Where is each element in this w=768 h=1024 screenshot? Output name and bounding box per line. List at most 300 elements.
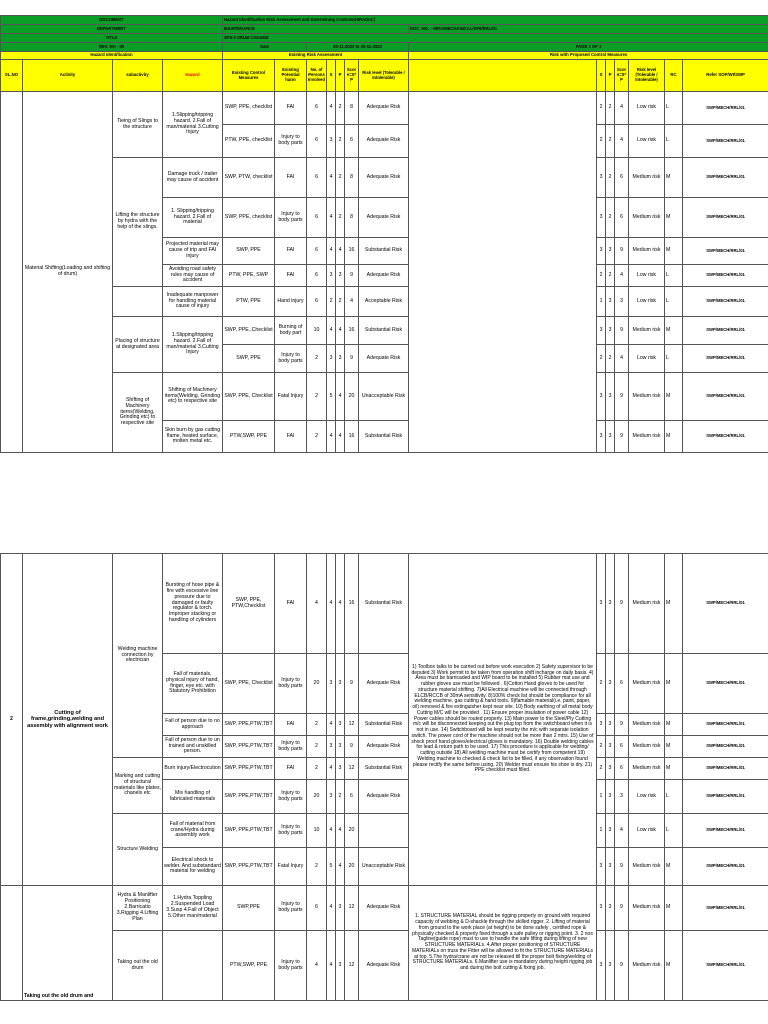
refer-cell: SWP/MECH/RRL/01: [683, 814, 768, 848]
control-cell: SWP, PPE,PTW,TBT: [223, 814, 275, 848]
p-cell: 3: [336, 886, 345, 931]
header-row-sections: [1, 52, 768, 60]
harm-cell: Injury to body parts: [275, 198, 307, 238]
persons-cell: 2: [307, 758, 327, 780]
subactivity-cell: Taking out the old drum: [113, 931, 163, 1001]
harm-cell: Injury to body parts: [275, 654, 307, 714]
risk-level-cell: Adequate Risk: [359, 125, 409, 158]
p2-cell: 3: [606, 287, 615, 317]
score2-cell: 9: [615, 848, 629, 886]
harm-cell: FAI: [275, 92, 307, 125]
score-cell: 8: [345, 92, 359, 125]
p2-cell: 3: [606, 848, 615, 886]
p-cell: 3: [336, 931, 345, 1001]
p2-cell: 3: [606, 886, 615, 931]
rc-cell: M: [665, 736, 683, 758]
proposed-measures-cell: 1. STRUCTURE MATERIAL should be rigging properly on ground with required capacity of webbing & D-shackle through the skilled rigger. 2. Lifting of material from ground to the work place (at height) to be done safely , certified rope & physically checked & properly fixed through a safe pulley or rigging point. 3. 2 nos Tagline(guide rope) must to use to handle the safe lifting during lifting of new STRUCTURE MATERIALs. 4.After proper positioning of STRUCTURE MATERIALs on truss the Fitter will be allowed to fit the STRUCTURE MATERIALs at top. 5.The hydra/crane are not be released till the proper bolt fixing/welding of STRUCTURE MATERIALs. 6.Manlifter use is mandatory during height rigging job and during the bolt cutting & fixing job.: [409, 886, 597, 1001]
subactivity-cell: Hydra & Manlifter Positioning 2.Barricatio 3.Rigging 4.Lifting Plan: [113, 886, 163, 931]
s-cell: 3: [327, 736, 336, 758]
p-cell: 2: [336, 287, 345, 317]
page-label: PAGE 1 OF 1: [409, 43, 768, 52]
harm-cell: Hand injury: [275, 287, 307, 317]
persons-cell: 10: [307, 814, 327, 848]
col-score: Score=S*P: [345, 60, 359, 92]
table-row: [1, 931, 768, 1001]
s2-cell: 2: [597, 654, 606, 714]
hazard-cell: Bursting of hose pipe & fire with excessive line pressure due to damaged or faulty regulator & torch. Improper stacking or handling of cylinders: [163, 554, 223, 654]
p-cell: 4: [336, 317, 345, 345]
risk-level2-cell: Medium risk: [629, 848, 665, 886]
s2-cell: 1: [597, 780, 606, 814]
harm-cell: Injury to body parts: [275, 886, 307, 931]
persons-cell: 20: [307, 780, 327, 814]
risk-level-cell: Substantial Risk: [359, 554, 409, 654]
rc-cell: M: [665, 373, 683, 421]
harm-cell: Burning of body part: [275, 317, 307, 345]
col-s2: S: [597, 60, 606, 92]
s-cell: 2: [327, 287, 336, 317]
header-row-department: [1, 25, 768, 34]
risk-level-cell: Adequate Risk: [359, 158, 409, 198]
harm-cell: Injury to body parts: [275, 780, 307, 814]
p2-cell: 3: [606, 554, 615, 654]
risk-level-cell: Acceptable Risk: [359, 287, 409, 317]
s2-cell: 2: [597, 758, 606, 780]
refer-cell: SWP/MECH/RRL/01: [683, 158, 768, 198]
score2-cell: 9: [615, 931, 629, 1001]
p-cell: 4: [336, 814, 345, 848]
hazard-cell: Projected material may cause of trip and FAI injury: [163, 238, 223, 265]
proposed-measures-cell: [409, 92, 597, 453]
s-cell: 4: [327, 814, 336, 848]
p2-cell: 2: [606, 265, 615, 287]
persons-cell: 20: [307, 654, 327, 714]
rc-cell: M: [665, 654, 683, 714]
risk-level-cell: Adequate Risk: [359, 736, 409, 758]
score-cell: 16: [345, 317, 359, 345]
refer-cell: SWP/MECH/RRL/01: [683, 265, 768, 287]
p-cell: 4: [336, 421, 345, 453]
s2-cell: 2: [597, 265, 606, 287]
p2-cell: 2: [606, 198, 615, 238]
harm-cell: Injury to body parts: [275, 814, 307, 848]
rc-cell: L: [665, 345, 683, 373]
risk-level-cell: Adequate Risk: [359, 265, 409, 287]
hazard-cell: [163, 931, 223, 1001]
s-cell: 4: [327, 554, 336, 654]
refer-cell: SWP/MECH/RRL/01: [683, 287, 768, 317]
rc-cell: M: [665, 554, 683, 654]
score2-cell: 9: [615, 238, 629, 265]
hazard-cell: Fall of material from crane/Hydra during assembly work: [163, 814, 223, 848]
rc-cell: M: [665, 758, 683, 780]
table-row: [1, 92, 768, 125]
risk-level-cell: [359, 814, 409, 848]
table-row: [1, 758, 768, 780]
risk-level2-cell: Medium risk: [629, 714, 665, 736]
s-cell: 3: [327, 345, 336, 373]
col-rc: RC: [665, 60, 683, 92]
score-cell: 8: [345, 198, 359, 238]
date-label: Date: [223, 43, 307, 52]
score-cell: 6: [345, 125, 359, 158]
sheet-page-2: [0, 553, 768, 1024]
subactivity-cell: Lifting the structure by hydra with the help of the slings.: [113, 158, 163, 287]
score2-cell: 9: [615, 421, 629, 453]
risk-level2-cell: Medium risk: [629, 736, 665, 758]
s2-cell: 1: [597, 287, 606, 317]
s-cell: 3: [327, 265, 336, 287]
harm-cell: FAI: [275, 714, 307, 736]
risk-level2-cell: Medium risk: [629, 198, 665, 238]
risk-level2-cell: Medium risk: [629, 158, 665, 198]
s-cell: 3: [327, 125, 336, 158]
p-cell: 4: [336, 848, 345, 886]
refer-cell: SWP/MECH/RRL/01: [683, 92, 768, 125]
col-potential-harm: Existing Potential harm: [275, 60, 307, 92]
hazard-identification-heading: Hazard Identification: [1, 52, 223, 60]
score-cell: 12: [345, 886, 359, 931]
hazard-cell: Fall of person due to no approach: [163, 714, 223, 736]
risk-level-cell: Adequate Risk: [359, 931, 409, 1001]
p-cell: 2: [336, 92, 345, 125]
hazard-cell: 1. Slipping/tripping hazard. 2.Fall of material: [163, 198, 223, 238]
harm-cell: Injury to body parts: [275, 125, 307, 158]
document-value: Hazard Identification Risk Assessment and Determining Controls(HIRADnC): [223, 16, 768, 25]
hazard-cell: 1.Hydra Toppling 2.Suspended Load 3.Susp 4.Fall of Object 5.Other man/material: [163, 886, 223, 931]
score2-cell: 6: [615, 736, 629, 758]
header-row-document: [1, 16, 768, 25]
score-cell: 9: [345, 265, 359, 287]
col-risk-level2: Risk level (Tolerable / Intolerable): [629, 60, 665, 92]
p-cell: 3: [336, 714, 345, 736]
risk-level2-cell: Medium risk: [629, 886, 665, 931]
s-cell: 5: [327, 848, 336, 886]
risk-level-cell: Substantial Risk: [359, 238, 409, 265]
rc-cell: L: [665, 265, 683, 287]
s2-cell: 3: [597, 198, 606, 238]
p-cell: 4: [336, 373, 345, 421]
control-cell: PTW, PPE, SWP: [223, 265, 275, 287]
risk-level2-cell: Medium risk: [629, 931, 665, 1001]
control-cell: SWP, PPE, PTW,Checklist: [223, 554, 275, 654]
control-cell: SWP, PPE: [223, 345, 275, 373]
risk-level-cell: Adequate Risk: [359, 345, 409, 373]
subactivity-cell: Shifting of Machinery items(Welding, Grinding etc) to respective site: [113, 373, 163, 453]
harm-cell: FAI: [275, 554, 307, 654]
header-row-title: [1, 34, 768, 43]
control-cell: SWP, PPE, Checklist: [223, 654, 275, 714]
hazard-cell: Fall of materials, physical injury of hand, finger, eye etc. with Statutory Prohibition: [163, 654, 223, 714]
harm-cell: Fatal Injury: [275, 373, 307, 421]
score2-cell: 3: [615, 780, 629, 814]
activity-cell: Material Shifting(Loading and shifting of drum): [23, 92, 113, 453]
harm-cell: FAI: [275, 758, 307, 780]
refer-cell: SWP/MECH/RRL/01: [683, 345, 768, 373]
refer-cell: SWP/MECH/RRL/01: [683, 317, 768, 345]
col-score2: Score=S*P: [615, 60, 629, 92]
score2-cell: 9: [615, 317, 629, 345]
score2-cell: 3: [615, 287, 629, 317]
p2-cell: 2: [606, 125, 615, 158]
subactivity-cell: Welding machine connection by electrician: [113, 554, 163, 758]
control-cell: PTW, PPE, checklist: [223, 125, 275, 158]
subactivity-cell: Marking and cutting of structural materials like plates, chanels etc: [113, 758, 163, 814]
rev-number: REV. NO - 00: [1, 43, 223, 52]
s-cell: 4: [327, 238, 336, 265]
refer-cell: SWP/MECH/RRL/01: [683, 238, 768, 265]
department-value: MAINTENANCE: [223, 25, 409, 34]
risk-level-cell: Substantial Risk: [359, 714, 409, 736]
score2-cell: 9: [615, 714, 629, 736]
p-cell: 2: [336, 198, 345, 238]
col-slno: SL.NO: [1, 60, 23, 92]
rc-cell: L: [665, 287, 683, 317]
p2-cell: 3: [606, 931, 615, 1001]
doc-number: DOC. NO. - HIRA/MECHANICAL/SP6/RRL/01: [409, 25, 768, 34]
rc-cell: M: [665, 158, 683, 198]
s-cell: 3: [327, 654, 336, 714]
hazard-cell: 1.Slipping/tripping hazard. 2.Fall of man/material 3.Cutting Injury: [163, 317, 223, 373]
score2-cell: 6: [615, 198, 629, 238]
risk-level2-cell: Low risk: [629, 780, 665, 814]
control-cell: SWP, PPE: [223, 238, 275, 265]
s-cell: 4: [327, 92, 336, 125]
control-cell: PTW, PPE: [223, 287, 275, 317]
date-value: 20-11-2023 to 20-11-2023: [307, 43, 409, 52]
control-cell: SWP, PPE, checklist: [223, 92, 275, 125]
harm-cell: FAI: [275, 421, 307, 453]
col-p2: P: [606, 60, 615, 92]
score-cell: 16: [345, 238, 359, 265]
col-persons: No. of Persons Involved: [307, 60, 327, 92]
col-subactivity: subactivity: [113, 60, 163, 92]
s2-cell: 3: [597, 931, 606, 1001]
score-cell: 4: [345, 287, 359, 317]
rc-cell: L: [665, 780, 683, 814]
s-cell: 4: [327, 931, 336, 1001]
hazard-cell: Fall of person due to un trained and unskilled person.: [163, 736, 223, 758]
persons-cell: 6: [307, 125, 327, 158]
refer-cell: SWP/MECH/RRL/01: [683, 886, 768, 931]
score2-cell: 4: [615, 345, 629, 373]
s2-cell: 3: [597, 886, 606, 931]
hazard-cell: Electrical shock to welder. And substandard material for welding: [163, 848, 223, 886]
s2-cell: 3: [597, 158, 606, 198]
hira-table-page-2: [0, 553, 768, 1001]
persons-cell: 6: [307, 265, 327, 287]
hira-table-page-1: [0, 15, 768, 453]
persons-cell: 6: [307, 92, 327, 125]
persons-cell: 2: [307, 345, 327, 373]
control-cell: PTW,SWP, PPE: [223, 421, 275, 453]
score-cell: 6: [345, 780, 359, 814]
proposed-measures-cell: 1) Toolbox talks to be carried out before work execution 2) Safety supervisor to be deputed 3) Work permit to be taken from operation shift incharge on daily basis. 4) Area must be barricaded and WIP board to be installed 5) Rubber mat use and rubber gloves use must be followed . 6)Cotton Hand gloves to be used for structure material shifting. 7)All Electrical machine will be connected through ELCB/RCCB of 30mA sensitivity. 8)100% check list should be compliance for all welding machine, gas cutting & hand tools. 9)flamable material(i.e. paint, paper, oil) removed & fire extinguisher kept near site. 10) Body earthing of all metal body Cutting M/C will be provided . 11) Ensure proper insulation of power cable 12) Power cables should be routed properly. 13) Main power to the Steel/Ply Cutting m/c will be disconnected keeping out the plug top from the switchboard when it is not in use. 14) Switchboard will be kept nearby the m/c with separate isolation switch. The power cord of the machine should not be more than 2 mtrs. 15) Use of shock proof hand gloves/electrical gloves is mandatory. 16) Double welding cables for lead & return path to be used. 17) This procedure is applicable for welding/ cutting outside 18) All welding machine must be certify from competent 19) Welding machine to checked & check list to be filled, if any observation found please rectify the same before using. 20) Welder must ensure his shoe is dry. 21) PPE checklist must filled.: [409, 554, 597, 886]
risk-level2-cell: Medium risk: [629, 758, 665, 780]
p2-cell: 3: [606, 736, 615, 758]
score2-cell: 4: [615, 125, 629, 158]
col-risk-level: Risk level (Tolerable / Intolerable): [359, 60, 409, 92]
risk-level2-cell: Low risk: [629, 92, 665, 125]
subactivity-cell: Tieing of Slings to the structure: [113, 92, 163, 158]
risk-level-cell: Substantial Risk: [359, 758, 409, 780]
score-cell: 9: [345, 345, 359, 373]
score-cell: 9: [345, 736, 359, 758]
p2-cell: 2: [606, 92, 615, 125]
col-existing-controls: Existing Control Measures: [223, 60, 275, 92]
rc-cell: M: [665, 848, 683, 886]
refer-cell: SWP/MECH/RRL/01: [683, 736, 768, 758]
s2-cell: 3: [597, 421, 606, 453]
control-cell: SWP, PPE,PTW,TBT: [223, 848, 275, 886]
refer-cell: SWP/MECH/RRL/01: [683, 554, 768, 654]
risk-level2-cell: Low risk: [629, 125, 665, 158]
risk-level-cell: Adequate Risk: [359, 198, 409, 238]
risk-level2-cell: Medium risk: [629, 654, 665, 714]
sheet-page-1: [0, 15, 768, 467]
activity-cell: Taking out the old drum and: [23, 886, 113, 1001]
col-activity: Activity: [23, 60, 113, 92]
refer-cell: SWP/MECH/RRL/01: [683, 780, 768, 814]
score2-cell: 6: [615, 158, 629, 198]
risk-level2-cell: Medium risk: [629, 238, 665, 265]
s2-cell: 3: [597, 373, 606, 421]
score-cell: 12: [345, 931, 359, 1001]
hazard-cell: Inadequate manpower for handling material cause of injury: [163, 287, 223, 317]
risk-level2-cell: Low risk: [629, 287, 665, 317]
p-cell: 2: [336, 158, 345, 198]
rc-cell: L: [665, 814, 683, 848]
harm-cell: FAI: [275, 158, 307, 198]
refer-cell: SWP/MECH/RRL/01: [683, 758, 768, 780]
score2-cell: 9: [615, 886, 629, 931]
risk-level-cell: Unacceptable Risk: [359, 373, 409, 421]
table-row: [1, 373, 768, 421]
risk-level2-cell: Medium risk: [629, 373, 665, 421]
persons-cell: 6: [307, 886, 327, 931]
title-label: TITLE: [1, 34, 223, 43]
harm-cell: Injury to body parts: [275, 931, 307, 1001]
rc-cell: M: [665, 931, 683, 1001]
control-cell: PTW,SWP, PPE: [223, 931, 275, 1001]
risk-level-cell: Adequate Risk: [359, 886, 409, 931]
risk-level2-cell: Medium risk: [629, 554, 665, 654]
hazard-cell: Mis handling of fabricated materials: [163, 780, 223, 814]
refer-cell: SWP/MECH/RRL/01: [683, 654, 768, 714]
rc-cell: M: [665, 198, 683, 238]
s-cell: 5: [327, 373, 336, 421]
p2-cell: 3: [606, 654, 615, 714]
control-cell: SWP, PPE,PTW,TBT: [223, 780, 275, 814]
s-cell: 4: [327, 421, 336, 453]
activity-cell: Cutting of frame,grinding,welding and assembly with alignment work: [23, 554, 113, 886]
p2-cell: 2: [606, 158, 615, 198]
refer-cell: SWP/MECH/RRL/01: [683, 848, 768, 886]
title-value: SP6-3 DRUM CHANGE: [223, 34, 768, 43]
refer-cell: SWP/MECH/RRL/01: [683, 373, 768, 421]
p2-cell: 2: [606, 345, 615, 373]
hazard-cell: Damage truck / trailer may cause of accident: [163, 158, 223, 198]
p2-cell: 3: [606, 238, 615, 265]
risk-level2-cell: Medium risk: [629, 421, 665, 453]
rc-cell: L: [665, 92, 683, 125]
subactivity-cell: [113, 287, 163, 317]
persons-cell: 2: [307, 848, 327, 886]
table-row: [1, 287, 768, 317]
s2-cell: 2: [597, 92, 606, 125]
document-label: DOCUMENT: [1, 16, 223, 25]
harm-cell: Injury to body parts: [275, 736, 307, 758]
score-cell: 12: [345, 714, 359, 736]
risk-level2-cell: Low risk: [629, 265, 665, 287]
score-cell: 20: [345, 848, 359, 886]
hazard-cell: Avoiding road safety rules may cause of accident: [163, 265, 223, 287]
s-cell: 4: [327, 198, 336, 238]
persons-cell: 6: [307, 287, 327, 317]
p-cell: 3: [336, 654, 345, 714]
col-p: P: [336, 60, 345, 92]
persons-cell: 2: [307, 736, 327, 758]
s2-cell: 3: [597, 714, 606, 736]
table-row: [1, 554, 768, 654]
rc-cell: L: [665, 125, 683, 158]
rc-cell: M: [665, 714, 683, 736]
table-row: [1, 317, 768, 345]
score-cell: 12: [345, 758, 359, 780]
risk-level-cell: Adequate Risk: [359, 780, 409, 814]
refer-cell: SWP/MECH/RRL/01: [683, 421, 768, 453]
harm-cell: Fatal Injury: [275, 848, 307, 886]
slno-cell: [1, 92, 23, 453]
risk-level2-cell: Medium risk: [629, 317, 665, 345]
score-cell: 20: [345, 814, 359, 848]
s-cell: 4: [327, 886, 336, 931]
rc-cell: M: [665, 421, 683, 453]
score2-cell: 9: [615, 373, 629, 421]
persons-cell: 6: [307, 198, 327, 238]
p2-cell: 3: [606, 814, 615, 848]
existing-risk-heading: Existing Risk Assessment: [223, 52, 409, 60]
control-cell: SWP, PPE, checklist: [223, 198, 275, 238]
risk-level-cell: Substantial Risk: [359, 317, 409, 345]
control-cell: SWP, PPE,PTW,TBT: [223, 736, 275, 758]
score-cell: 8: [345, 158, 359, 198]
s2-cell: 3: [597, 848, 606, 886]
risk-level-cell: Unacceptable Risk: [359, 848, 409, 886]
slno-cell: [1, 886, 23, 1001]
control-cell: SWP, PPE, Checklist: [223, 373, 275, 421]
s-cell: 4: [327, 758, 336, 780]
s2-cell: 2: [597, 736, 606, 758]
score2-cell: 6: [615, 654, 629, 714]
persons-cell: 4: [307, 931, 327, 1001]
rc-cell: M: [665, 238, 683, 265]
s2-cell: 3: [597, 554, 606, 654]
hazard-cell: 1.Slipping/tripping hazard. 2.Fall of man/material 3.Cutting Injury: [163, 92, 223, 158]
col-proposed-measures: [409, 60, 597, 92]
persons-cell: 2: [307, 421, 327, 453]
s-cell: 4: [327, 317, 336, 345]
control-cell: SWP, PPE.,Checklist: [223, 317, 275, 345]
score-cell: 9: [345, 654, 359, 714]
refer-cell: SWP/MECH/RRL/01: [683, 931, 768, 1001]
p2-cell: 3: [606, 317, 615, 345]
table-row: [1, 814, 768, 848]
persons-cell: 2: [307, 714, 327, 736]
s-cell: 3: [327, 780, 336, 814]
subactivity-cell: Placing of structure at designated area: [113, 317, 163, 373]
persons-cell: 10: [307, 317, 327, 345]
